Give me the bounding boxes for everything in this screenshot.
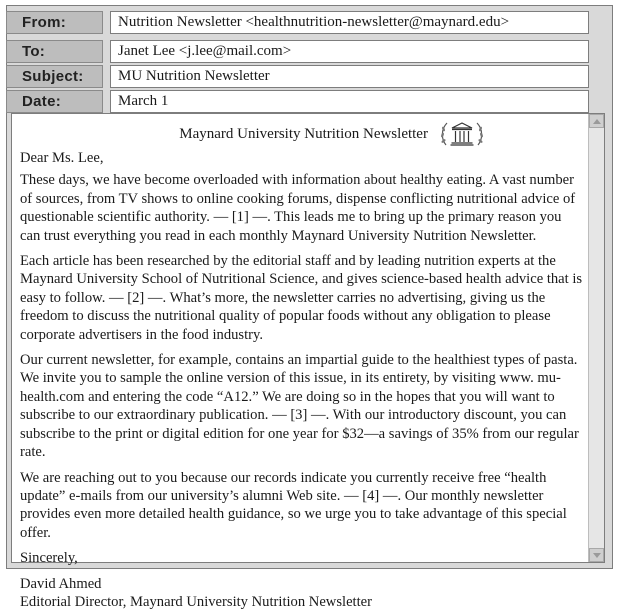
paragraph-2: Each article has been researched by the editorial staff and by leading nutrition experts at the Maynard University School of Nutritional Science, and gives science-based health advice that is easy to follow. — [2] —. What’s more, the newsletter carries no advertising, giving us the freedom to discuss the nutritional quality of popular foods without any obligation to please corporate advertisers in the food industry. [20, 253, 583, 343]
vertical-scrollbar[interactable] [588, 114, 604, 562]
signature [20, 575, 585, 611]
to-label: To: [6, 40, 103, 63]
scroll-down-arrow-icon [593, 553, 601, 558]
signature-name: David Ahmed [20, 575, 102, 592]
scroll-down-button[interactable] [589, 548, 604, 562]
from-field[interactable]: Nutrition Newsletter <healthnutrition-newsletter@maynard.edu> [110, 11, 589, 34]
date-field[interactable]: March 1 [110, 90, 589, 113]
subject-label: Subject: [6, 65, 103, 88]
university-logo-icon [438, 119, 486, 149]
paragraph-4: We are reaching out to you because our records indicate you currently receive free “health update” e-mails from our university’s alumni Web site. — [4] —. Our monthly newsletter provides even more detailed health guidance, so we urge you to take advantage of this special offer. [20, 469, 567, 541]
paragraph-3: Our current newsletter, for example, contains an impartial guide to the healthiest types of pasta. We invite you to sample the online version of this issue, in its entirety, by visiting www. mu-health.com and entering the code “A12.” We are doing so in the hopes that you will want to subscribe to our extraordinary publication. — [3] —. With our introductory discount, you can subscribe to the print or digital edition for one year for $32—a savings of 35% from our regular rate. [20, 352, 579, 461]
date-label: Date: [6, 90, 103, 113]
message-body[interactable] [11, 113, 605, 610]
closing: Sincerely, [20, 550, 78, 567]
paragraph-1: These days, we have become overloaded with information about healthy eating. A vast number of sources, from TV shows to online cooking forums, dispense conflicting nutritional advice of questionable scientific authority. — [1] —. This leads me to bring up the primary reason you can trust everything you read in each monthly Maynard University Nutrition Newsletter. [20, 172, 576, 244]
to-field[interactable]: Janet Lee <j.lee@mail.com> [110, 40, 589, 63]
scroll-up-button[interactable] [589, 114, 604, 128]
greeting: Dear Ms. Lee, [20, 150, 104, 166]
signature-title: Editorial Director, Maynard University Nutrition Newsletter [20, 593, 373, 610]
subject-field[interactable]: MU Nutrition Newsletter [110, 65, 589, 88]
from-label: From: [6, 11, 103, 34]
scroll-up-arrow-icon [593, 119, 601, 124]
newsletter-title: Maynard University Nutrition Newsletter [179, 126, 428, 142]
message-content [20, 119, 585, 610]
newsletter-title-line [20, 119, 585, 149]
